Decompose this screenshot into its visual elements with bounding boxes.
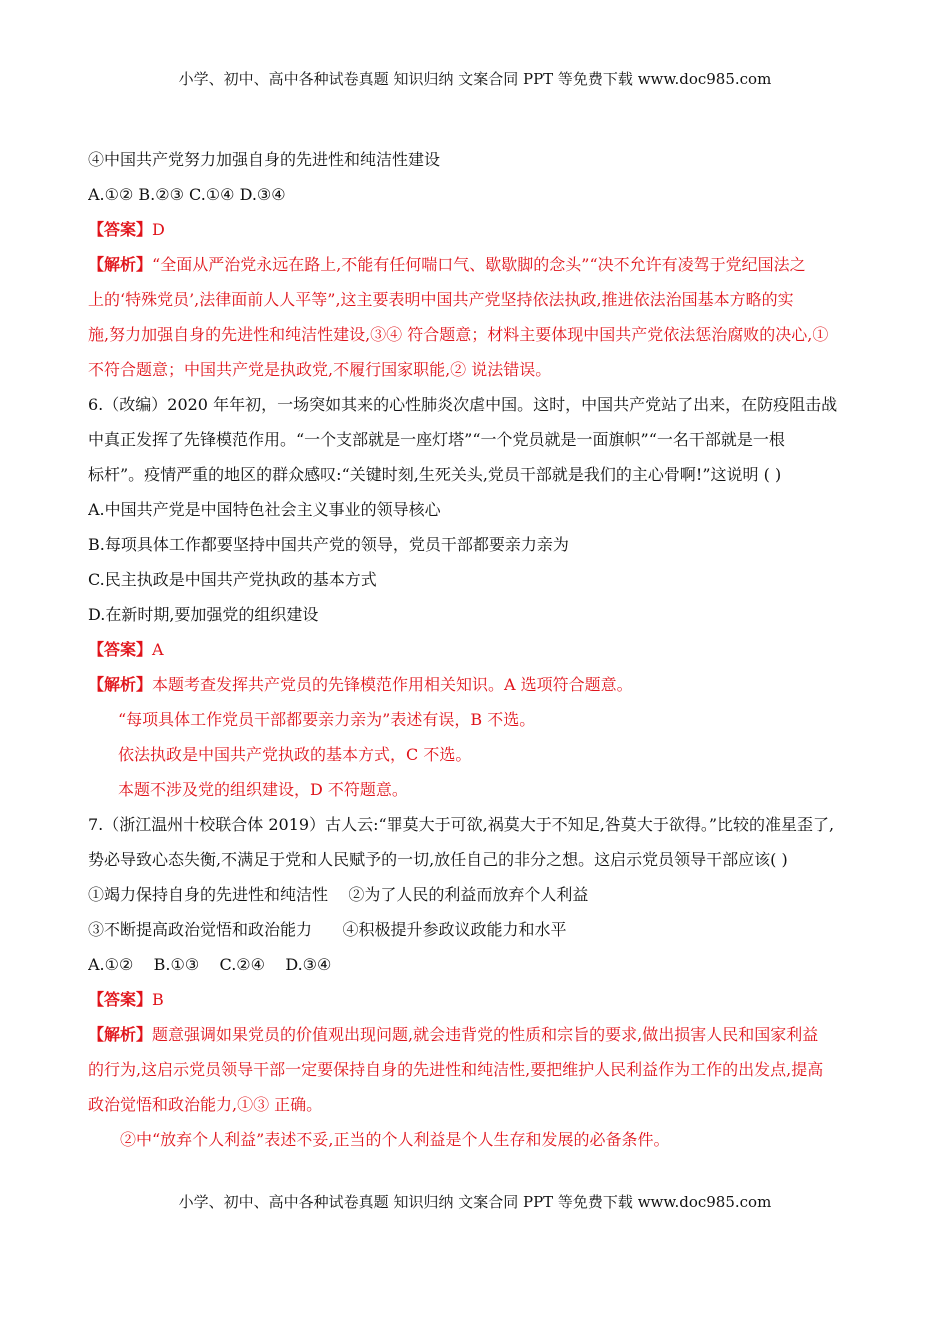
q5-item-4: ④中国共产党努力加强自身的先进性和纯洁性建设 <box>88 150 441 169</box>
q6-option-d: D.在新时期,要加强党的组织建设 <box>88 605 319 624</box>
q6-analysis-line <box>88 667 866 702</box>
q6-analysis-line: “每项具体工作党员干部都要亲力亲为”表述有误，B 不选。 <box>118 710 536 729</box>
q7-analysis-line <box>88 1017 866 1052</box>
q7-items-line: ③不断提高政治觉悟和政治能力 ④积极提升参政议政能力和水平 <box>88 920 567 939</box>
q6-stem-line: 6.（改编）2020 年年初，一场突如其来的心性肺炎次虐中国。这时，中国共产党站了出来，在防疫阻击战 <box>88 395 838 414</box>
page-footer: 小学、初中、高中各种试卷真题 知识归纳 文案合同 PPT 等免费下载 www.doc985.com <box>178 1193 772 1211</box>
q5-analysis-line <box>88 247 866 282</box>
q5-options: A.①② B.②③ C.①④ D.③④ <box>88 185 286 204</box>
q6-stem-line: 中真正发挥了先锋模范作用。“一个支部就是一座灯塔”“一个党员就是一面旗帜”“一名干部就是一根 <box>88 430 785 449</box>
analysis-tag: 【解析】 <box>88 255 153 274</box>
q5-analysis-line: 不符合题意；中国共产党是执政党,不履行国家职能,② 说法错误。 <box>88 360 552 379</box>
q7-analysis-line: 政治觉悟和政治能力,①③ 正确。 <box>88 1095 323 1114</box>
analysis-text: 本题考查发挥共产党员的先锋模范作用相关知识。A 选项符合题意。 <box>152 675 633 694</box>
answer-value: D <box>152 220 165 239</box>
page-header: 小学、初中、高中各种试卷真题 知识归纳 文案合同 PPT 等免费下载 www.doc985.com <box>178 70 772 88</box>
q6-option-b: B.每项具体工作都要坚持中国共产党的领导，党员干部都要亲力亲为 <box>88 535 569 554</box>
answer-tag: 【答案】 <box>88 640 153 659</box>
answer-tag: 【答案】 <box>88 990 153 1009</box>
q5-answer <box>88 212 866 247</box>
q6-answer <box>88 632 866 667</box>
answer-value: A <box>152 640 164 659</box>
q7-answer <box>88 982 866 1017</box>
analysis-text: 题意强调如果党员的价值观出现问题,就会违背党的性质和宗旨的要求,做出损害人民和国家利益 <box>152 1025 819 1044</box>
analysis-tag: 【解析】 <box>88 1025 153 1044</box>
q6-analysis-line: 依法执政是中国共产党执政的基本方式，C 不选。 <box>118 745 472 764</box>
q7-analysis-line: ②中“放弃个人利益”表述不妥,正当的个人利益是个人生存和发展的必备条件。 <box>120 1130 670 1149</box>
analysis-tag: 【解析】 <box>88 675 153 694</box>
q7-analysis-line: 的行为,这启示党员领导干部一定要保持自身的先进性和纯洁性,要把维护人民利益作为工作的出发点,提高 <box>88 1060 824 1079</box>
q6-analysis-line: 本题不涉及党的组织建设，D 不符题意。 <box>118 780 408 799</box>
q7-options: A.①② B.①③ C.②④ D.③④ <box>88 955 332 974</box>
q6-stem-line: 标杆”。疫情严重的地区的群众感叹:“关键时刻,生死关头,党员干部就是我们的主心骨啊!”这说明 ( ) <box>88 465 782 484</box>
q6-option-c: C.民主执政是中国共产党执政的基本方式 <box>88 570 377 589</box>
q5-analysis-line: 施,努力加强自身的先进性和纯洁性建设,③④ 符合题意；材料主要体现中国共产党依法惩治腐败的决心,① <box>88 325 829 344</box>
q5-analysis-line: 上的‘特殊党员’,法律面前人人平等”,这主要表明中国共产党坚持依法执政,推进依法治国基本方略的实 <box>88 290 794 309</box>
q7-stem-line: 7.（浙江温州十校联合体 2019）古人云:“罪莫大于可欲,祸莫大于不知足,咎莫大于欲得。”比较的准星歪了, <box>88 815 835 834</box>
answer-value: B <box>152 990 164 1009</box>
q6-option-a: A.中国共产党是中国特色社会主义事业的领导核心 <box>88 500 441 519</box>
q7-items-line: ①竭力保持自身的先进性和纯洁性 ②为了人民的利益而放弃个人利益 <box>88 885 589 904</box>
answer-tag: 【答案】 <box>88 220 153 239</box>
q7-stem-line: 势必导致心态失衡,不满足于党和人民赋予的一切,放任自己的非分之想。这启示党员领导干部应该( ) <box>88 850 788 869</box>
analysis-text: “全面从严治党永远在路上,不能有任何喘口气、歇歇脚的念头”“决不允许有凌驾于党纪国法之 <box>152 255 806 274</box>
document-body <box>88 142 866 1157</box>
